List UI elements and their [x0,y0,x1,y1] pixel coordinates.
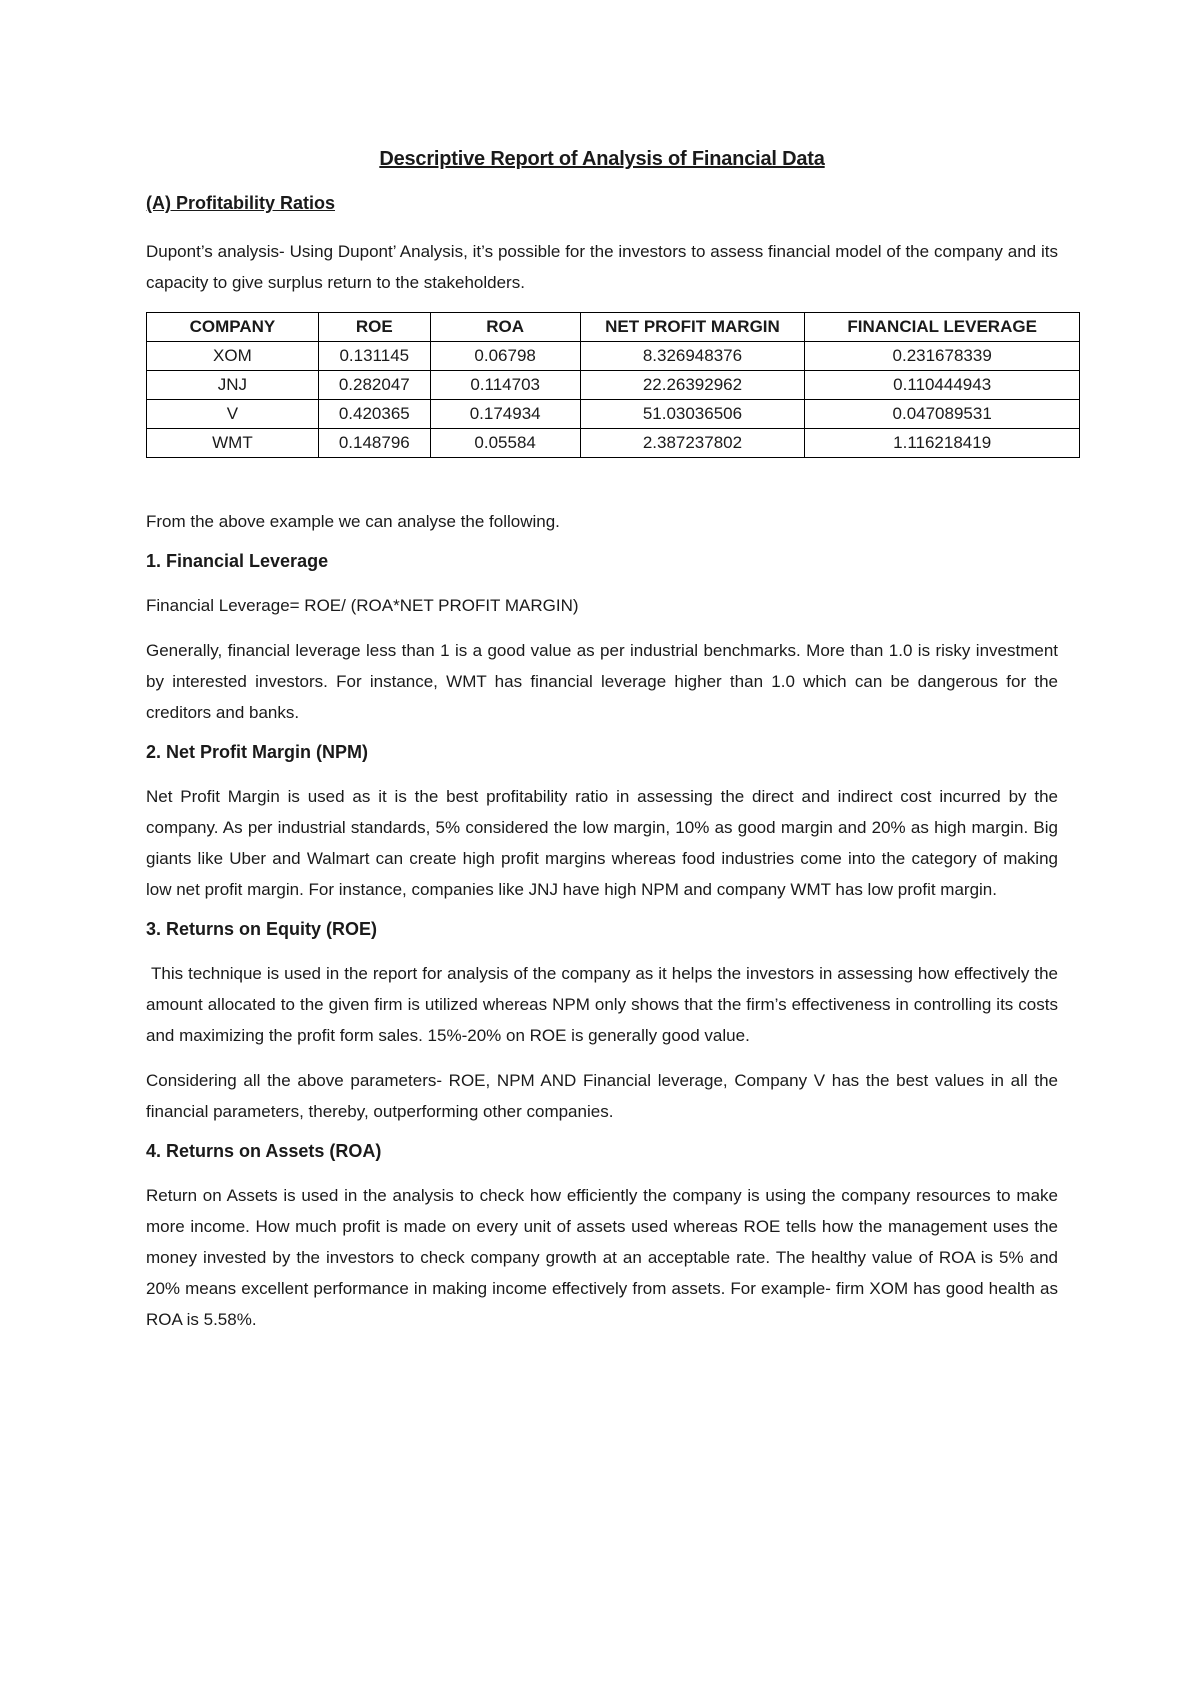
returns-on-assets-text: Return on Assets is used in the analysis to check how efficiently the company is using the company resources to make more income. How much profit is made on every unit of assets used whereas ROE tells how the management uses the money invested by the investors to check company growth at an acceptable rate. The healthy value of ROA is 5% and 20% means excellent performance in making income effectively from assets. For example- firm XOM has good health as ROA is 5.58%. [146,1186,1058,1329]
table-row [147,400,1080,429]
table-cell: 0.05584 [430,429,580,458]
table-cell: 1.116218419 [805,429,1080,458]
table-cell: 0.131145 [318,342,430,371]
table-cell: 0.282047 [318,371,430,400]
table-row [147,371,1080,400]
heading-returns-on-equity: 3. Returns on Equity (ROE) [146,919,378,939]
table-cell: 0.110444943 [805,371,1080,400]
net-profit-margin-text: Net Profit Margin is used as it is the best profitability ratio in assessing the direct and indirect cost incurred by the company. As per industrial standards, 5% considered the low margin, 10% as good margin and 20% as high margin. Big giants like Uber and Walmart can create high profit margins whereas food industries come into the category of making low net profit margin. For instance, companies like JNJ have high NPM and company WMT has low profit margin. [146,787,1058,899]
table-cell: 0.047089531 [805,400,1080,429]
section-a-heading: (A) Profitability Ratios [146,193,336,213]
heading-financial-leverage: 1. Financial Leverage [146,551,329,571]
table-cell: 0.231678339 [805,342,1080,371]
table-cell: XOM [147,342,319,371]
financial-leverage-formula: Financial Leverage= ROE/ (ROA*NET PROFIT MARGIN) [146,596,579,615]
table-cell: 0.06798 [430,342,580,371]
heading-net-profit-margin: 2. Net Profit Margin (NPM) [146,742,369,762]
table-cell: 0.148796 [318,429,430,458]
financial-leverage-text: Generally, financial leverage less than 1 is a good value as per industrial benchmarks. More than 1.0 is risky investment by interested investors. For instance, WMT has financial leverage higher than 1.0 which can be dangerous for the creditors and banks. [146,641,1058,722]
header-company: COMPANY [147,313,319,342]
document-body [146,140,1063,1349]
header-net-profit-margin: NET PROFIT MARGIN [580,313,805,342]
table-cell: 0.114703 [430,371,580,400]
table-cell: 0.420365 [318,400,430,429]
page-title: Descriptive Report of Analysis of Financial Data [379,148,825,170]
table-row [147,429,1080,458]
header-roa: ROA [430,313,580,342]
table-cell: 22.26392962 [580,371,805,400]
table-cell: JNJ [147,371,319,400]
table-cell: 0.174934 [430,400,580,429]
returns-on-equity-conclusion: Considering all the above parameters- ROE, NPM AND Financial leverage, Company V has the best values in all the financial parameters, thereby, outperforming other companies. [146,1071,1058,1121]
ratios-table [146,312,1080,458]
table-cell: 51.03036506 [580,400,805,429]
table-row [147,342,1080,371]
table-cell: WMT [147,429,319,458]
table-cell: V [147,400,319,429]
analysis-intro: From the above example we can analyse the following. [146,512,560,531]
section-a-intro: Dupont’s analysis- Using Dupont’ Analysis, it’s possible for the investors to assess financial model of the company and its capacity to give surplus return to the stakeholders. [146,242,1058,292]
returns-on-equity-text: This technique is used in the report for analysis of the company as it helps the investors in assessing how effectively the amount allocated to the given firm is utilized whereas NPM only shows that the firm’s effectiveness in controlling its costs and maximizing the profit form sales. 15%-20% on ROE is generally good value. [146,964,1063,1045]
table-cell: 2.387237802 [580,429,805,458]
table-header-row [147,313,1080,342]
table-cell: 8.326948376 [580,342,805,371]
header-financial-leverage: FINANCIAL LEVERAGE [805,313,1080,342]
heading-returns-on-assets: 4. Returns on Assets (ROA) [146,1141,382,1161]
header-roe: ROE [318,313,430,342]
